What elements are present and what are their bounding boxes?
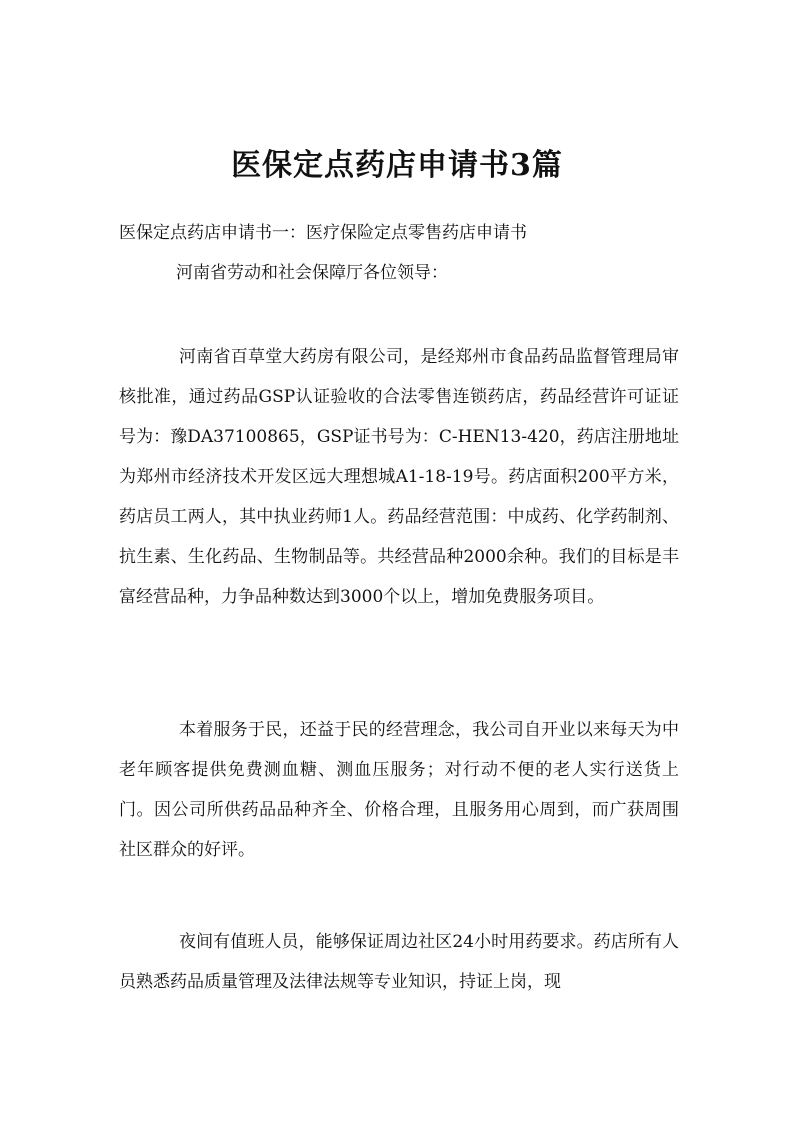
paragraph-company-intro: 河南省百草堂大药房有限公司，是经郑州市食品药品监督管理局审核批准，通过药品GSP认证验收的合法零售连锁药店，药品经营许可证证号为：豫DA37100865，GSP证书号为：C-HEN13-420，药店注册地址为郑州市经济技术开发区远大理想城A1-18-19号。药店面积200平方米，药店员工两人，其中执业药师1人。药品经营范围：中成药、化学药制剂、抗生素、生化药品、生物制品等。共经营品种2000余种。我们的目标是丰富经营品种，力争品种数达到3000个以上，增加免费服务项目。 (119, 347, 679, 607)
document-subtitle: 医保定点药店申请书一：医疗保险定点零售药店申请书 (119, 223, 527, 243)
paragraph-night-duty: 夜间有值班人员，能够保证周边社区24小时用药要求。药店所有人员熟悉药品质量管理及法律法规等专业知识，持证上岗，现 (119, 932, 679, 992)
document-title: 医保定点药店申请书3篇 (231, 148, 563, 183)
paragraph-service: 本着服务于民，还益于民的经营理念，我公司自开业以来每天为中老年顾客提供免费测血糖、测血压服务；对行动不便的老人实行送货上门。因公司所供药品品种齐全、价格合理，且服务用心周到，而广获周围社区群众的好评。 (119, 720, 679, 860)
salutation: 河南省劳动和社会保障厅各位领导： (176, 263, 448, 283)
